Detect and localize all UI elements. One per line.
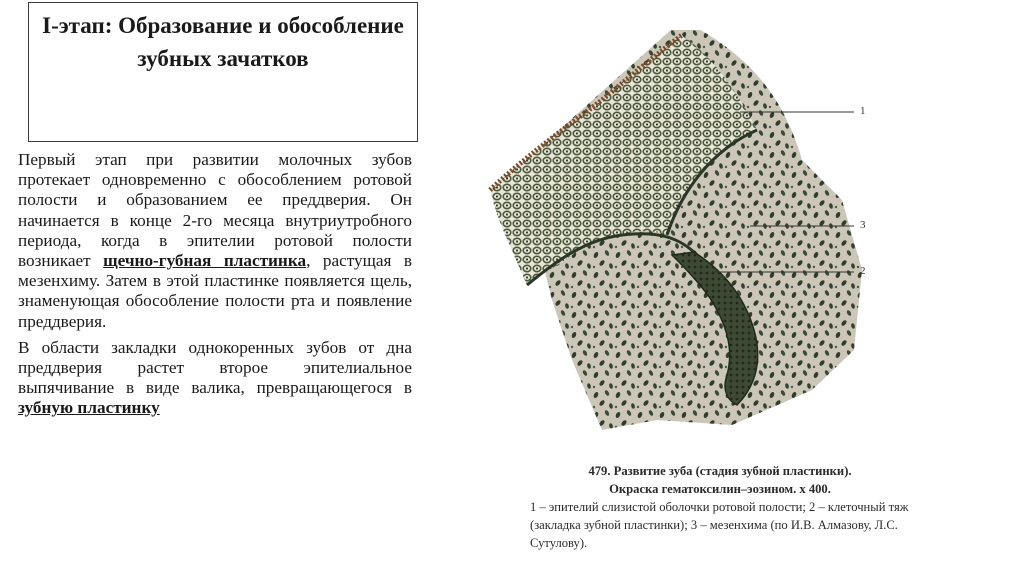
term-dental-lamina: зубную пластинку (18, 398, 160, 418)
body-text (18, 150, 412, 419)
paragraph-2 (18, 338, 412, 419)
histology-figure (482, 30, 902, 460)
paragraph-2-text: В области закладки однокоренных зубов от дна преддверия растет второе эпителиальное выпячивание в виде валика, превращающегося в (18, 337, 412, 398)
paragraph-1 (18, 150, 412, 332)
figure-label-1: 1 (860, 105, 866, 117)
caption-legend: 1 – эпителий слизистой оболочки ротовой полости; 2 – клеточный тяж (закладка зубной пластинки); 3 – мезенхима (по И.В. Алмазову, Л.С. Сутулову). (530, 500, 909, 550)
term-cheek-lip-plate: щечно-губная пластинка (103, 251, 307, 271)
paragraph-1-continued: , растущая в мезенхиму. Затем в этой пластинке появляется щель, знаменующая обособление полости рта и появление преддверия. (18, 251, 412, 331)
figure-caption (530, 462, 910, 552)
caption-title-line1: 479. Развитие зуба (стадия зубной пластинки). (588, 464, 852, 478)
caption-title-line2: Окраска гематоксилин–эозином. х 400. (609, 482, 831, 496)
figure-label-3: 3 (860, 219, 866, 231)
title-box (28, 2, 418, 142)
slide-title: I-этап: Образование и обособление зубных зачатков (42, 13, 404, 71)
paragraph-1-text: Первый этап при развитии молочных зубов протекает одновременно с обособлением ротовой полости и образованием ее преддверия. Он начинается в конце 2-го месяца внутриутробного периода, когда в эпителии ротовой полости возникает (18, 150, 412, 271)
histology-image (482, 30, 902, 460)
figure-label-2: 2 (860, 265, 866, 277)
